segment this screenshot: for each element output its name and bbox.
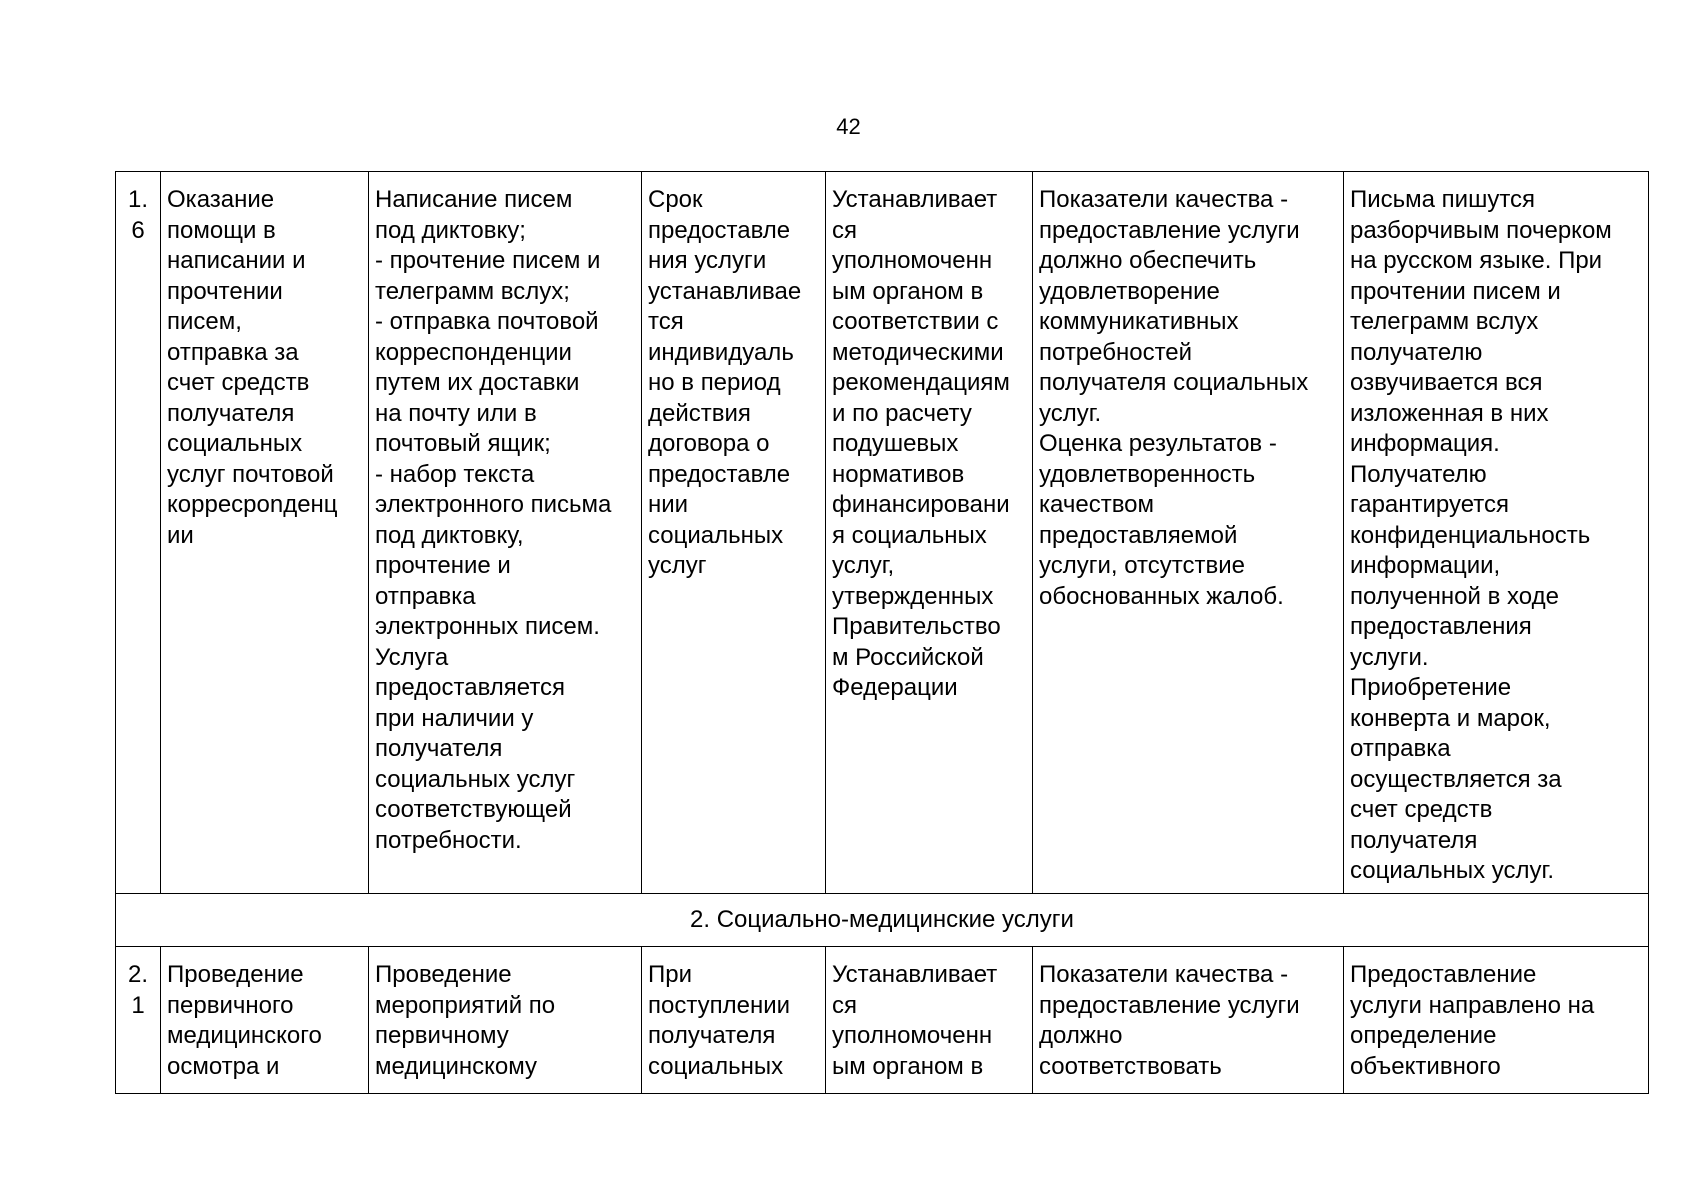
cell-line: услуг. bbox=[1039, 399, 1102, 427]
cell-line: соответствующей bbox=[375, 796, 572, 823]
cell-line: разборчивым почерком bbox=[1350, 216, 1612, 244]
cell-line: получателя bbox=[167, 399, 295, 427]
cell-line: нормативов bbox=[832, 460, 965, 488]
cell-line: гарантируется bbox=[1350, 491, 1509, 518]
cell-line: на почту или в bbox=[375, 399, 537, 427]
cell-line: конверта и марок, bbox=[1350, 704, 1551, 732]
cell-service-norm bbox=[826, 172, 1033, 894]
cell-service-term bbox=[642, 947, 826, 1094]
cell-line: 2. bbox=[127, 961, 148, 988]
cell-line: ии bbox=[167, 521, 194, 549]
section-title: 2. Социально-медицинские услуги bbox=[116, 893, 1649, 947]
cell-line: изложенная в них bbox=[1350, 399, 1549, 427]
cell-line: я социальных bbox=[832, 521, 987, 549]
cell-line: социальных bbox=[648, 521, 784, 549]
cell-line: ым органом в bbox=[832, 1052, 984, 1080]
cell-number bbox=[116, 947, 161, 1094]
cell-line: полученной в ходе bbox=[1350, 582, 1559, 610]
cell-line: предоставление услуги bbox=[1039, 216, 1300, 244]
cell-line: написании и bbox=[167, 247, 306, 274]
cell-line: получателю bbox=[1350, 338, 1483, 366]
cell-line: - набор текста bbox=[375, 460, 535, 488]
cell-line: под диктовку, bbox=[375, 521, 524, 549]
cell-line: методическими bbox=[832, 338, 1004, 366]
cell-line: предоставле bbox=[648, 460, 791, 488]
cell-service-conditions bbox=[1344, 947, 1649, 1094]
cell-line: услуг, bbox=[832, 552, 895, 579]
cell-line: Показатели качества - bbox=[1039, 186, 1289, 213]
cell-line: писем, bbox=[167, 308, 242, 335]
cell-line: и по расчету bbox=[832, 399, 972, 427]
cell-line: объективного bbox=[1350, 1052, 1501, 1080]
cell-line: услуг почтовой bbox=[167, 460, 334, 488]
cell-line: 1. bbox=[127, 186, 148, 213]
cell-line: электронного письма bbox=[375, 491, 612, 518]
cell-line: удовлетворенность bbox=[1039, 460, 1256, 488]
cell-number bbox=[116, 172, 161, 894]
cell-line: 6 bbox=[131, 216, 145, 244]
cell-line: индивидуаль bbox=[648, 338, 794, 366]
cell-line: прочтении bbox=[167, 277, 283, 305]
cell-quality-indicators bbox=[1033, 172, 1344, 894]
cell-line: договора о bbox=[648, 430, 770, 457]
cell-line: на русском языке. При bbox=[1350, 247, 1603, 274]
section-row bbox=[116, 893, 1649, 947]
cell-line: осуществляется за bbox=[1350, 765, 1562, 793]
cell-line: поступлении bbox=[648, 991, 791, 1019]
cell-line: первичного bbox=[167, 991, 294, 1019]
cell-line: помощи в bbox=[167, 216, 276, 244]
cell-service-term bbox=[642, 172, 826, 894]
cell-line: Приобретение bbox=[1350, 674, 1512, 701]
cell-line: Написание писем bbox=[375, 186, 573, 213]
cell-line: рекомендациям bbox=[832, 369, 1010, 396]
cell-line: утвержденных bbox=[832, 582, 994, 610]
cell-line: ым органом в bbox=[832, 277, 984, 305]
services-table bbox=[115, 171, 1649, 1094]
cell-line: телеграмм вслух; bbox=[375, 277, 570, 305]
cell-line: но в период bbox=[648, 369, 781, 396]
cell-line: Оценка результатов - bbox=[1039, 430, 1277, 457]
cell-line: осмотра и bbox=[167, 1052, 280, 1080]
cell-line: получателя bbox=[1350, 826, 1478, 854]
cell-line: определение bbox=[1350, 1022, 1497, 1049]
cell-line: услуги направлено на bbox=[1350, 991, 1595, 1019]
cell-line: коммуникативных bbox=[1039, 308, 1239, 335]
service-row bbox=[116, 172, 1649, 894]
cell-line: м Российской bbox=[832, 643, 984, 671]
cell-line: ся bbox=[832, 216, 857, 244]
cell-line: потребности. bbox=[375, 826, 522, 854]
cell-line: при наличии у bbox=[375, 704, 534, 732]
cell-line: социальных bbox=[648, 1052, 784, 1080]
cell-line: ся bbox=[832, 991, 857, 1019]
cell-line: социальных услуг. bbox=[1350, 857, 1555, 884]
cell-line: корресponденц bbox=[167, 491, 338, 518]
cell-line: мероприятий по bbox=[375, 991, 556, 1019]
cell-line: почтовый ящик; bbox=[375, 430, 551, 457]
cell-line: финансировани bbox=[832, 491, 1010, 518]
cell-line: подушевых bbox=[832, 430, 959, 457]
page-number: 42 bbox=[836, 114, 861, 139]
cell-line: Срок bbox=[648, 186, 703, 213]
cell-line: путем их доставки bbox=[375, 369, 580, 396]
cell-line: предоставляется bbox=[375, 674, 566, 701]
cell-line: предоставления bbox=[1350, 613, 1532, 640]
cell-line: должно обеспечить bbox=[1039, 247, 1257, 274]
cell-quality-indicators bbox=[1033, 947, 1344, 1094]
cell-line: медицинского bbox=[167, 1022, 322, 1049]
cell-line: телеграмм вслух bbox=[1350, 308, 1539, 335]
cell-line: под диктовку; bbox=[375, 216, 526, 244]
cell-line: отправка за bbox=[167, 338, 299, 366]
cell-line: социальных bbox=[167, 430, 303, 457]
cell-line: счет средств bbox=[167, 369, 310, 396]
cell-service-name bbox=[161, 947, 369, 1094]
cell-line: тся bbox=[648, 308, 684, 335]
cell-line: медицинскому bbox=[375, 1052, 538, 1080]
cell-service-norm bbox=[826, 947, 1033, 1094]
cell-line: уполномоченн bbox=[832, 1022, 993, 1049]
cell-line: обоснованных жалоб. bbox=[1039, 582, 1284, 610]
cell-line: Предоставление bbox=[1350, 961, 1537, 988]
cell-line: Правительство bbox=[832, 613, 1001, 640]
cell-line: информации, bbox=[1350, 552, 1501, 579]
cell-line: получателя bbox=[375, 735, 503, 762]
cell-line: получателя bbox=[648, 1022, 776, 1049]
cell-line: информация. bbox=[1350, 430, 1500, 457]
cell-line: отправка bbox=[1350, 735, 1451, 762]
cell-line: Показатели качества - bbox=[1039, 961, 1289, 988]
cell-line: предоставление услуги bbox=[1039, 991, 1300, 1019]
cell-line: получателя социальных bbox=[1039, 369, 1309, 396]
cell-line: Проведение bbox=[375, 961, 512, 988]
cell-line: Письма пишутся bbox=[1350, 186, 1536, 213]
cell-line: устанавливае bbox=[648, 277, 802, 305]
cell-line: прочтение и bbox=[375, 552, 511, 579]
service-row bbox=[116, 947, 1649, 1094]
cell-line: удовлетворение bbox=[1039, 277, 1220, 305]
cell-line: предоставляемой bbox=[1039, 521, 1238, 549]
cell-service-conditions bbox=[1344, 172, 1649, 894]
cell-line: Услуга bbox=[375, 643, 449, 671]
cell-line: - отправка почтовой bbox=[375, 308, 599, 335]
cell-line: Получателю bbox=[1350, 460, 1487, 488]
cell-service-description bbox=[369, 172, 642, 894]
cell-line: услуг bbox=[648, 552, 707, 579]
cell-line: ния услуги bbox=[648, 247, 767, 274]
cell-line: 1 bbox=[131, 991, 145, 1019]
cell-line: соответствии с bbox=[832, 308, 999, 335]
cell-line: Проведение bbox=[167, 961, 304, 988]
cell-line: конфиденциальность bbox=[1350, 521, 1591, 549]
cell-service-description bbox=[369, 947, 642, 1094]
cell-line: отправка bbox=[375, 582, 476, 610]
cell-line: действия bbox=[648, 399, 751, 427]
cell-line: потребностей bbox=[1039, 338, 1193, 366]
cell-line: предоставле bbox=[648, 216, 791, 244]
cell-line: услуги, отсутствие bbox=[1039, 552, 1245, 579]
cell-line: услуги. bbox=[1350, 643, 1429, 671]
cell-line: первичному bbox=[375, 1022, 509, 1049]
cell-line: Устанавливает bbox=[832, 961, 998, 988]
cell-line: уполномоченн bbox=[832, 247, 993, 274]
cell-line: качеством bbox=[1039, 491, 1155, 518]
cell-line: должно bbox=[1039, 1022, 1123, 1049]
cell-line: озвучивается вся bbox=[1350, 369, 1543, 396]
cell-line: нии bbox=[648, 491, 689, 518]
cell-line: счет средств bbox=[1350, 796, 1493, 823]
cell-line: При bbox=[648, 961, 693, 988]
cell-line: корреспонденции bbox=[375, 338, 572, 366]
cell-line: социальных услуг bbox=[375, 765, 576, 793]
cell-line: прочтении писем и bbox=[1350, 277, 1561, 305]
cell-line: Оказание bbox=[167, 186, 275, 213]
cell-line: - прочтение писем и bbox=[375, 247, 601, 274]
cell-service-name bbox=[161, 172, 369, 894]
cell-line: электронных писем. bbox=[375, 613, 600, 640]
cell-line: Федерации bbox=[832, 674, 958, 701]
cell-line: Устанавливает bbox=[832, 186, 998, 213]
cell-line: соответствовать bbox=[1039, 1052, 1222, 1080]
